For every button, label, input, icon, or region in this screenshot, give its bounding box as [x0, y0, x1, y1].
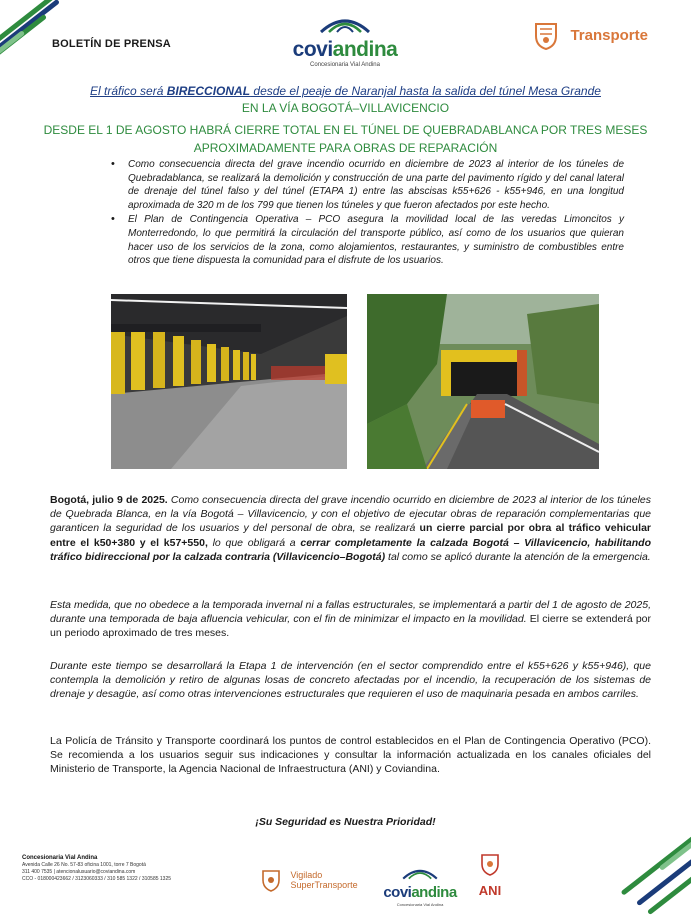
footer-phone: 311 400 7535 | atencionalusuario@coviandina.com [22, 869, 136, 875]
coat-of-arms-icon [479, 852, 501, 876]
vigilado-logo [260, 868, 358, 892]
bulletin-label: BOLETÍN DE PRENSA [52, 38, 171, 50]
footer-address: Avenida Calle 26 No. 57-83 oficina 1001, torre 7 Bogotá [22, 862, 146, 868]
logo-text-covi: covi [292, 38, 333, 61]
ani-label: ANI [478, 883, 502, 898]
road-arc-icon [400, 866, 440, 880]
coat-of-arms-icon [260, 868, 282, 892]
paragraph-4: La Policía de Tránsito y Transporte coordinará los puntos de control establecidos en el Plan de Contingencia Operativo (PCO). Se recomienda a los usuarios seguir sus indicaciones y consultar la información actualizada en los canales oficiales del Ministerio de Transporte, la Agencia Nacional de Infraestructura (ANI) y Coviandina. [50, 735, 651, 776]
coviandina-logo [280, 14, 410, 68]
bullet-item: • Como consecuencia directa del grave incendio ocurrido en diciembre de 2023 al interior de los túneles de Quebradablanca, se realizará la demolición y construcción de una parte del pavimento rígido y del canal lateral de drenaje del túnel falso y del túnel (ETAPA 1) entre las abscisas k55+626 - k55+946, en una longitud aproximada de 320 m de los 799 que tienen los túneles y que fueron afectados por este hecho. [128, 158, 624, 212]
footer-company: Concesionaria Vial Andina [22, 855, 98, 861]
vigilado-line-1: Vigilado [290, 870, 323, 880]
footer-cco: CCO - 018000423662 / 3123060333 / 310 585 1322 / 310585 1325 [22, 876, 172, 882]
ministry-logo [532, 20, 648, 50]
coat-of-arms-icon [532, 20, 560, 50]
photo-tunnel-interior [111, 294, 347, 469]
paragraph-2: Esta medida, que no obedece a la temporada invernal ni a fallas estructurales, se implementará a partir del 1 de agosto de 2025, durante una temporada de baja afluencia vehicular, con el fin de minimizar el impacto en la movilidad. El cierre se extenderá por un periodo aproximado de tres meses. [50, 599, 651, 640]
logo-tagline: Concesionaria Vial Andina [310, 62, 380, 68]
paragraph-3: Durante este tiempo se desarrollará la Etapa 1 de intervención (en el sector comprendido entre el k55+626 y k55+946), que contempla la demolición y retiro de algunas losas de concreto afectadas por el incendio, la recuperación de los sistemas de drenaje y desagüe, así como otras intervenciones estructurales que requieren el uso de maquinaria pesada en ambos carriles. [50, 660, 651, 701]
ani-logo [476, 852, 504, 898]
footer-contact [22, 855, 171, 883]
headline-line-3: DESDE EL 1 DE AGOSTO HABRÁ CIERRE TOTAL EN EL TÚNEL DE QUEBRADABLANCA POR TRES MESES APROXIMADAMENTE PARA OBRAS DE REPARACIÓN [43, 123, 648, 155]
coviandina-footer-logo: coviandina Concesionaria Vial Andina [375, 866, 465, 907]
headline-line-1: El tráfico será BIRECCIONAL desde el peaje de Naranjal hasta la salida del túnel Mesa Grande [90, 84, 601, 98]
photo-tunnel-entrance [367, 294, 599, 469]
ministry-label: Transporte [570, 26, 648, 44]
vigilado-line-2: SuperTransporte [290, 880, 358, 890]
slogan: ¡Su Seguridad es Nuestra Prioridad! [255, 816, 436, 828]
road-arc-icon [317, 14, 373, 34]
bullet-item: • El Plan de Contingencia Operativa – PCO asegura la movilidad local de las veredas Limoncitos y Monterredondo, lo que permitirá la circulación del transporte público, así como de los usuarios que quieran hacer uso de los servicios de la zona, como alojamientos, restaurantes, y suministro de combustibles entre otros que tiene dispuesta la comunidad para el disfrute de los usuarios. [128, 213, 624, 267]
dateline: Bogotá, julio 9 de 2025. [50, 494, 168, 506]
summary-bullets [128, 158, 624, 269]
headline-line-2: EN LA VÍA BOGOTÁ–VILLAVICENCIO [241, 101, 450, 115]
logo-text-andina: andina [332, 38, 398, 61]
paragraph-1: Bogotá, julio 9 de 2025. Como consecuencia directa del grave incendio ocurrido en diciembre de 2023 al interior de los túneles de Quebrada Blanca, en la vía Bogotá – Villavicencio, y con el objetivo de ejecutar obras de reparación complementarias que garanticen la seguridad de los usuarios y del personal de obra, se realizará un cierre parcial por obra al tráfico vehicular entre el k50+380 y el k57+550, lo que obligará a cerrar completamente la calzada Bogotá – Villavicencio, habilitando tráfico bidireccional por la calzada contraria (Villavicencio–Bogotá) tal como se aplicó durante la atención de la emergencia. [50, 494, 652, 563]
